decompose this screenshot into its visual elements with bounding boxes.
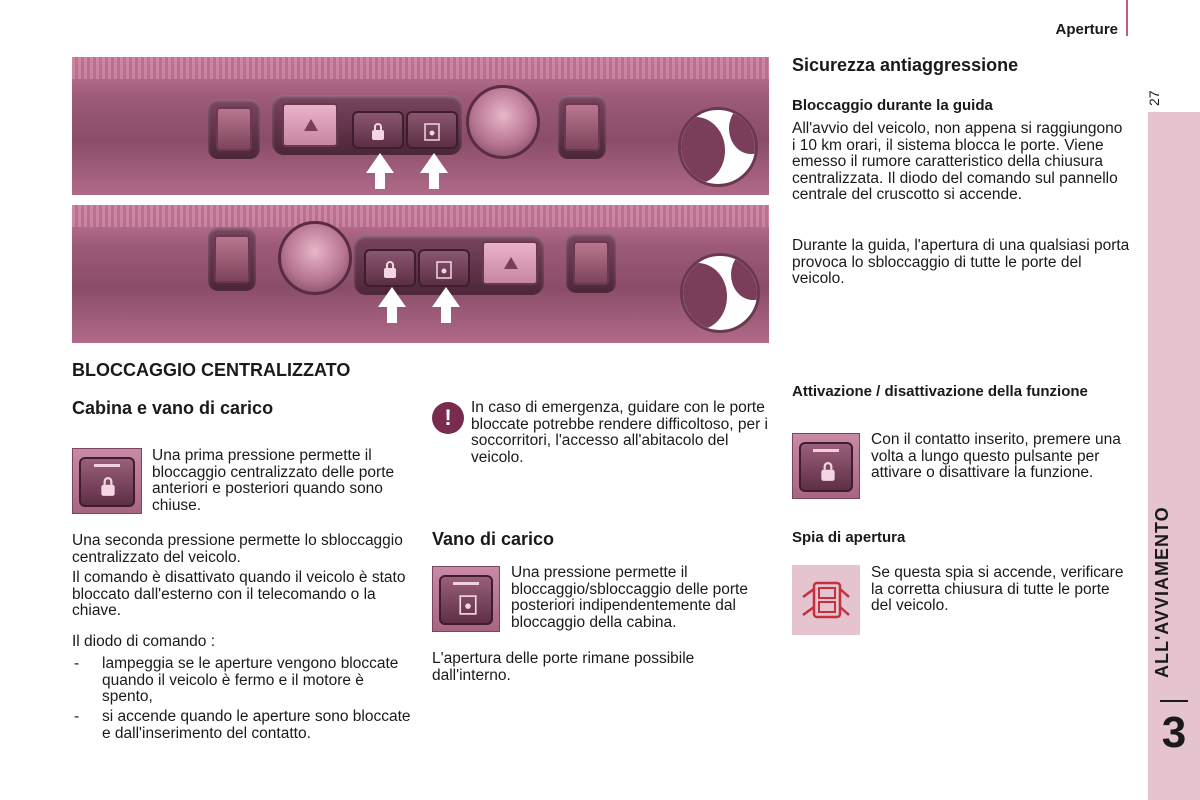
chapter-number: 3	[1161, 708, 1187, 757]
warning-light-text: Se questa spia si accende, verificare la corretta chiusura di tutte le porte del veicolo.	[871, 564, 1124, 614]
door-lock-logo	[678, 107, 758, 187]
vent-left	[208, 227, 256, 291]
cargo-lock-button	[418, 249, 470, 287]
disabled-text: Il comando è disattivato quando il veicolo è stato bloccato dall'esterno con il telecomando o la chiave.	[72, 569, 406, 619]
cargo-door-icon	[436, 261, 452, 279]
lock-button-image	[72, 448, 142, 514]
header-rule	[1126, 0, 1128, 36]
cargo-press-text: Una pressione permette il bloccaggio/sbloccaggio delle porte posteriori indipendentemente dal bloccaggio della cabina.	[511, 564, 748, 631]
bullet-item: lampeggia se le aperture vengono bloccate quando il veicolo è fermo e il motore è spento,	[102, 655, 399, 705]
first-press-text: Una prima pressione permette il bloccaggio centralizzato delle porte anteriori e posteriori quando sono chiuse.	[152, 447, 395, 514]
console-photo-bottom	[72, 205, 769, 343]
chapter-label: ALL'AVVIAMENTO	[1152, 506, 1172, 678]
lock-icon	[819, 462, 837, 482]
cargo-door-icon	[424, 123, 440, 141]
cargo-door-icon	[459, 595, 477, 615]
driving-lock-subtitle: Bloccaggio durante la guida	[792, 97, 993, 114]
door-lock-logo	[680, 253, 760, 333]
door-open-text: Durante la guida, l'apertura di una qualsiasi porta provoca lo sbloccaggio di tutte le porte del veicolo.	[792, 237, 1130, 287]
warning-icon: !	[432, 402, 464, 434]
main-title: BLOCCAGGIO CENTRALIZZATO	[72, 360, 351, 380]
open-door-warning-icon	[800, 577, 852, 623]
console-photo-top	[72, 57, 769, 195]
vent-right	[566, 233, 616, 293]
chapter-tab	[1148, 112, 1200, 800]
heating-knob	[278, 221, 352, 295]
vent-right	[558, 95, 606, 159]
vent-left	[208, 99, 260, 159]
page-number: 27	[1146, 90, 1162, 106]
warning-text: In caso di emergenza, guidare con le porte bloccate potrebbe rendere difficoltoso, per i soccorritori, l'accesso all'abitacolo del veicolo.	[471, 399, 768, 466]
diode-intro: Il diodo di comando :	[72, 633, 216, 650]
hazard-icon	[504, 257, 518, 269]
arrow-up-icon	[378, 287, 406, 307]
security-title: Sicurezza antiaggressione	[792, 55, 1019, 75]
warning-light-subtitle: Spia di apertura	[792, 529, 906, 546]
bullet-item: si accende quando le aperture sono bloccate e dall'inserimento del contatto.	[102, 708, 411, 742]
lock-icon	[370, 123, 386, 141]
heating-knob	[466, 85, 540, 159]
door-open-warning-light	[792, 565, 860, 635]
section-header: Aperture	[1055, 21, 1118, 38]
lock-button-image	[792, 433, 860, 499]
bullet-dash: -	[74, 708, 80, 725]
cargo-button-image	[432, 566, 500, 632]
arrow-up-icon	[366, 153, 394, 173]
central-lock-button	[352, 111, 404, 149]
cargo-note-text: L'apertura delle porte rimane possibile dall'interno.	[432, 650, 695, 684]
driving-lock-text: All'avvio del veicolo, non appena si raggiungono i 10 km orari, il sistema blocca le porte. Viene emesso il rumore caratteristico della chiusura centralizzata. Il diodo del comando sul pannello centrale del cruscotto si accende.	[792, 120, 1123, 203]
cargo-subtitle: Vano di carico	[432, 529, 555, 549]
hazard-icon	[304, 119, 318, 131]
central-lock-button	[364, 249, 416, 287]
cargo-lock-button	[406, 111, 458, 149]
activation-subtitle: Attivazione / disattivazione della funzione	[792, 383, 1088, 400]
lock-icon	[99, 477, 117, 497]
hazard-button	[282, 103, 338, 147]
arrow-up-icon	[420, 153, 448, 173]
arrow-up-icon	[432, 287, 460, 307]
chapter-rule	[1160, 700, 1188, 702]
hazard-button	[482, 241, 538, 285]
cabin-subtitle: Cabina e vano di carico	[72, 398, 274, 418]
activation-text: Con il contatto inserito, premere una volta a lungo questo pulsante per attivare o disattivare la funzione.	[871, 431, 1121, 481]
second-press-text: Una seconda pressione permette lo sbloccaggio centralizzato del veicolo.	[72, 532, 403, 566]
bullet-dash: -	[74, 655, 80, 672]
lock-icon	[382, 261, 398, 279]
